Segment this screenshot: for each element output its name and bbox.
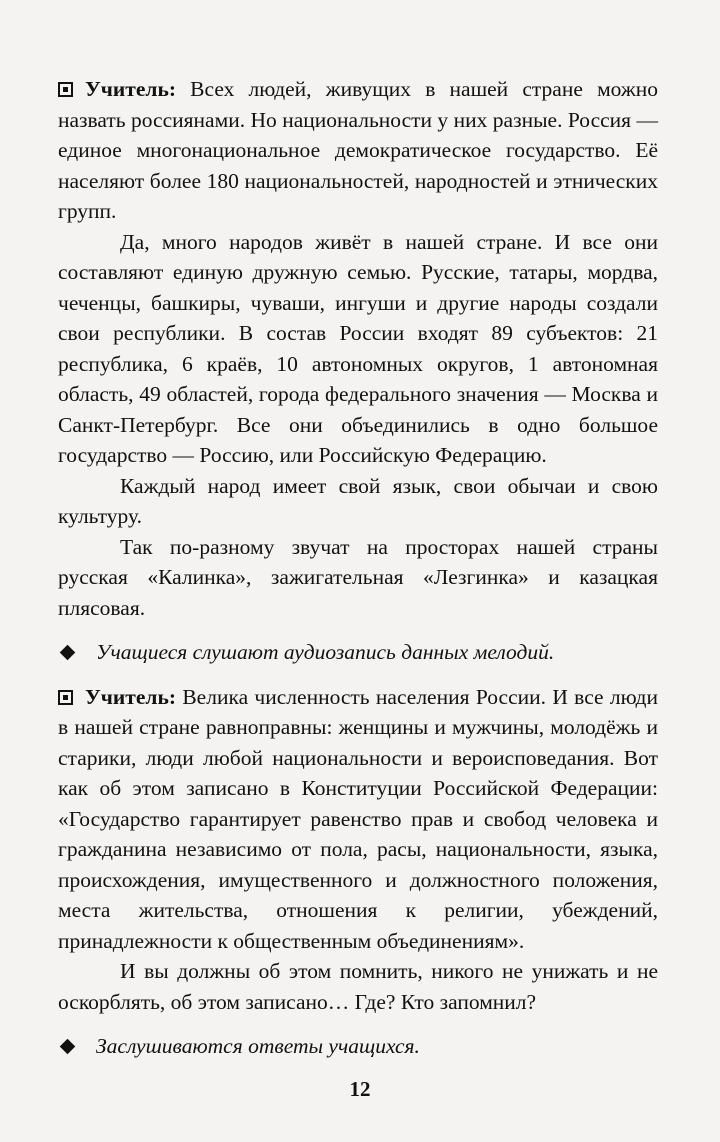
teacher-block-2 (58, 682, 658, 1018)
paragraph-text: Велика численность населения России. И все люди в нашей стране равноправны: женщины и мужчины, молодёжь и старики, люди любой национальности и вероисповедания. Вот как об этом записано в Конституции Российской Федерации: «Государство гарантирует равенство прав и свобод человека и гражданина независимо от пола, расы, национальности, языка, происхождения, имущественного и должностного положения, места жительства, отношения к религии, убеждений, принадлежности к общественным объединениям». (58, 684, 659, 953)
teacher-paragraph (58, 74, 658, 227)
diamond-bullet-icon (60, 645, 76, 661)
stage-direction-text: Учащиеся слушают аудиозапись данных мелодий. (96, 640, 555, 664)
teacher-paragraph (58, 682, 658, 957)
page-number: 12 (349, 1077, 371, 1101)
paragraph-text: Всех людей, живущих в нашей стране можно назвать россиянами. Но национальности у них разные. Россия — единое многонациональное демократическое государство. Её населяют более 180 национальностей, народностей и этнических групп. (58, 77, 658, 223)
diamond-bullet-icon (60, 1039, 76, 1055)
paragraph: Да, много народов живёт в нашей стране. И все они составляют единую дружную семью. Русские, татары, мордва, чеченцы, башкиры, чуваши, ингуши и другие народы создали свои республики. В состав России входят 89 субъектов: 21 республика, 6 краёв, 10 автономных округов, 1 автономная область, 49 областей, города федерального значения — Москва и Санкт-Петербург. Все они объединились в одно большое государство — Россию, или Российскую Федерацию. (58, 229, 658, 467)
stage-direction-text: Заслушиваются ответы учащихся. (96, 1034, 420, 1058)
teacher-block-1 (58, 74, 658, 623)
checkbox-marker-icon (58, 690, 73, 705)
stage-direction (58, 637, 658, 668)
paragraph: И вы должны об этом помнить, никого не унижать и не оскорблять, об этом записано… Где? Кто запомнил? (58, 959, 658, 1014)
page-body (58, 72, 658, 1076)
paragraph: Так по-разному звучат на просторах нашей страны русская «Калинка», зажигательная «Лезгинка» и казацкая плясовая. (58, 534, 658, 620)
speaker-label: Учитель: (85, 77, 176, 101)
checkbox-marker-icon (58, 82, 73, 97)
stage-direction (58, 1031, 658, 1062)
paragraph: Каждый народ имеет свой язык, свои обычаи и свою культуру. (58, 473, 658, 528)
speaker-label: Учитель: (85, 684, 176, 709)
